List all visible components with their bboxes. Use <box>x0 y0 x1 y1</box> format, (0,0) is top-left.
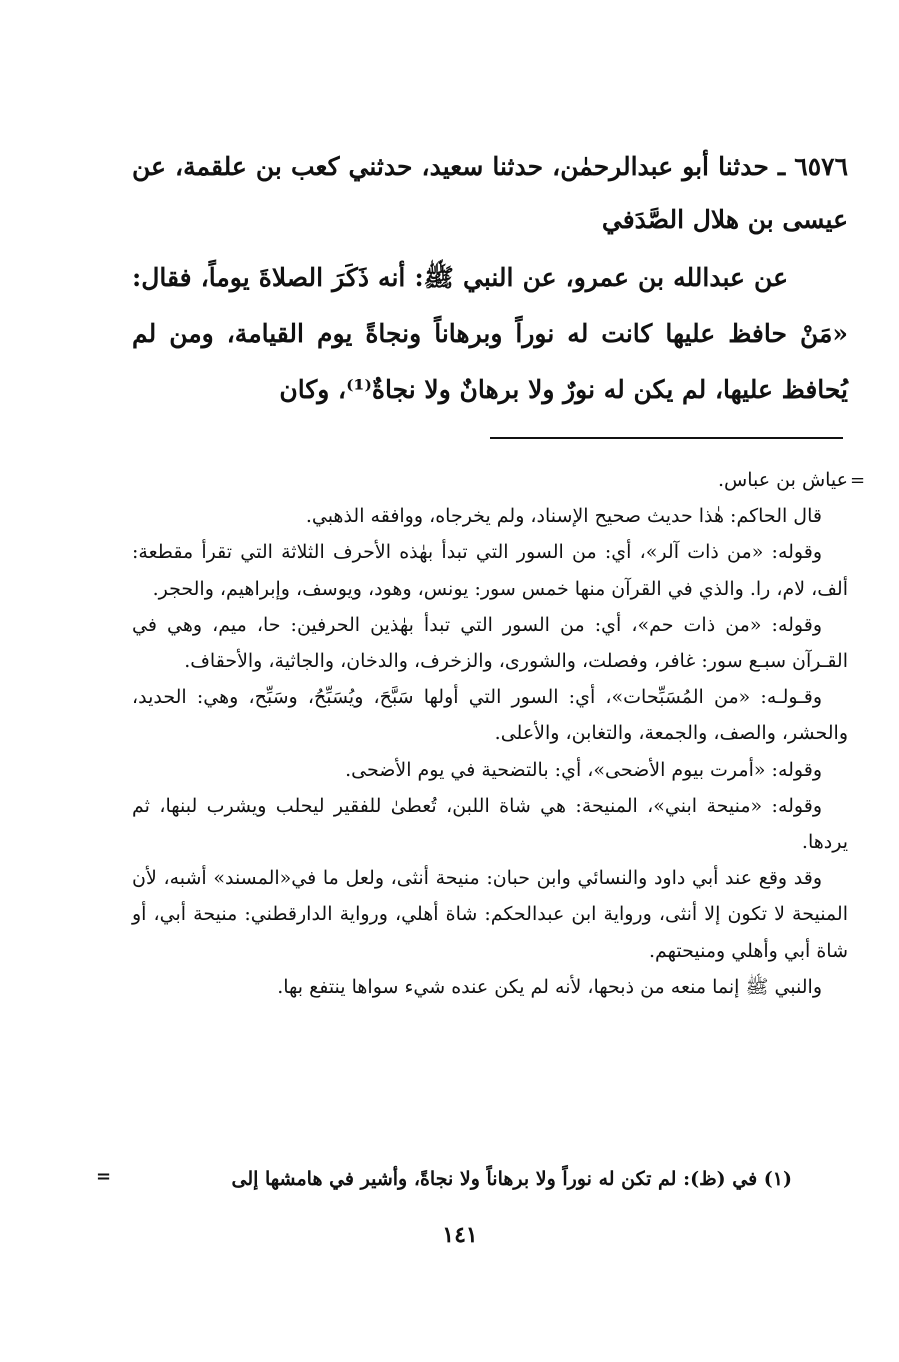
hadith-chain: ٦٥٧٦ ـ حدثنا أبو عبدالرحمٰن، حدثنا سعيد، حدثني كعب بن علقمة، عن عيسى بن هلال الصَّدَفي <box>132 152 848 234</box>
note-paragraph: عياش بن عباس. <box>718 469 848 491</box>
commentary-notes <box>132 462 848 1005</box>
footnote-continuation-marker: = <box>96 1166 112 1187</box>
note-paragraph: وقوله: «منيحة ابني»، المنيحة: هي شاة اللبن، تُعطىٰ للفقير ليحلب ويشرب لبنها، ثم يردها. <box>132 794 848 854</box>
note-paragraph: وقـولـه: «من المُسَبِّحات»، أي: السور التي أولها سَبَّحَ، ويُسَبِّحُ، وسَبِّح، وهي: الحديد، والحشر، والصف، والجمعة، والتغابن، والأعلى. <box>132 686 848 745</box>
note-paragraph: وقوله: «من ذات حم»، أي: من السور التي تبدأ بهٰذين الحرفين: حا، ميم، وهي في القـرآن سبـع سور: غافر، وفصلت، والشورى، والزخرف، والدخان، والجاثية، والأحقاف. <box>132 613 848 673</box>
hadith-text: عن عبدالله بن عمرو، عن النبي ﷺ: أنه ذَكَرَ الصلاةَ يوماً، فقال: «مَنْ حافظ عليها كانت له نوراً وبرهاناً ونجاةً يوم القيامة، ومن لم يُحافظ عليها، لم يكن له نورٌ ولا برهانٌ ولا نجاةٌ⁽¹⁾، وكان <box>132 263 848 404</box>
note-paragraph: قال الحاكم: هٰذا حديث صحيح الإسناد، ولم يخرجاه، ووافقه الذهبي. <box>305 505 822 528</box>
note-paragraph: وقوله: «أمرت بيوم الأضحى»، أي: بالتضحية في يوم الأضحى. <box>345 758 822 781</box>
footnote-separator <box>490 437 843 439</box>
continuation-marker: = <box>850 470 866 491</box>
note-paragraph: وقوله: «من ذات آلر»، أي: من السور التي تبدأ بهٰذه الأحرف الثلاثة التي تقرأ مقطعة: ألف، لام، را. والذي في القرآن منها خمس سور: يونس، وهود، ويوسف، وإبراهيم، والحجر. <box>132 541 848 600</box>
footnote: (١) في (ظ): لم تكن له نوراً ولا برهاناً ولا نجاةً، وأشير في هامشها إلى <box>231 1168 792 1190</box>
page-number: ١٤١ <box>442 1222 478 1248</box>
note-paragraph: والنبي ﷺ إنما منعه من ذبحها، لأنه لم يكن عنده شيء سواها ينتفع بها. <box>277 975 822 998</box>
note-paragraph: وقد وقع عند أبي داود والنسائي وابن حبان: منيحة أنثى، ولعل ما في«المسند» أشبه، لأن المنيحة لا تكون إلا أنثى، ورواية ابن عبدالحكم: شاة أهلي، ورواية الدارقطني: منيحة أبي، أو شاة أبي وأهلي ومنيحتهم. <box>132 867 848 962</box>
